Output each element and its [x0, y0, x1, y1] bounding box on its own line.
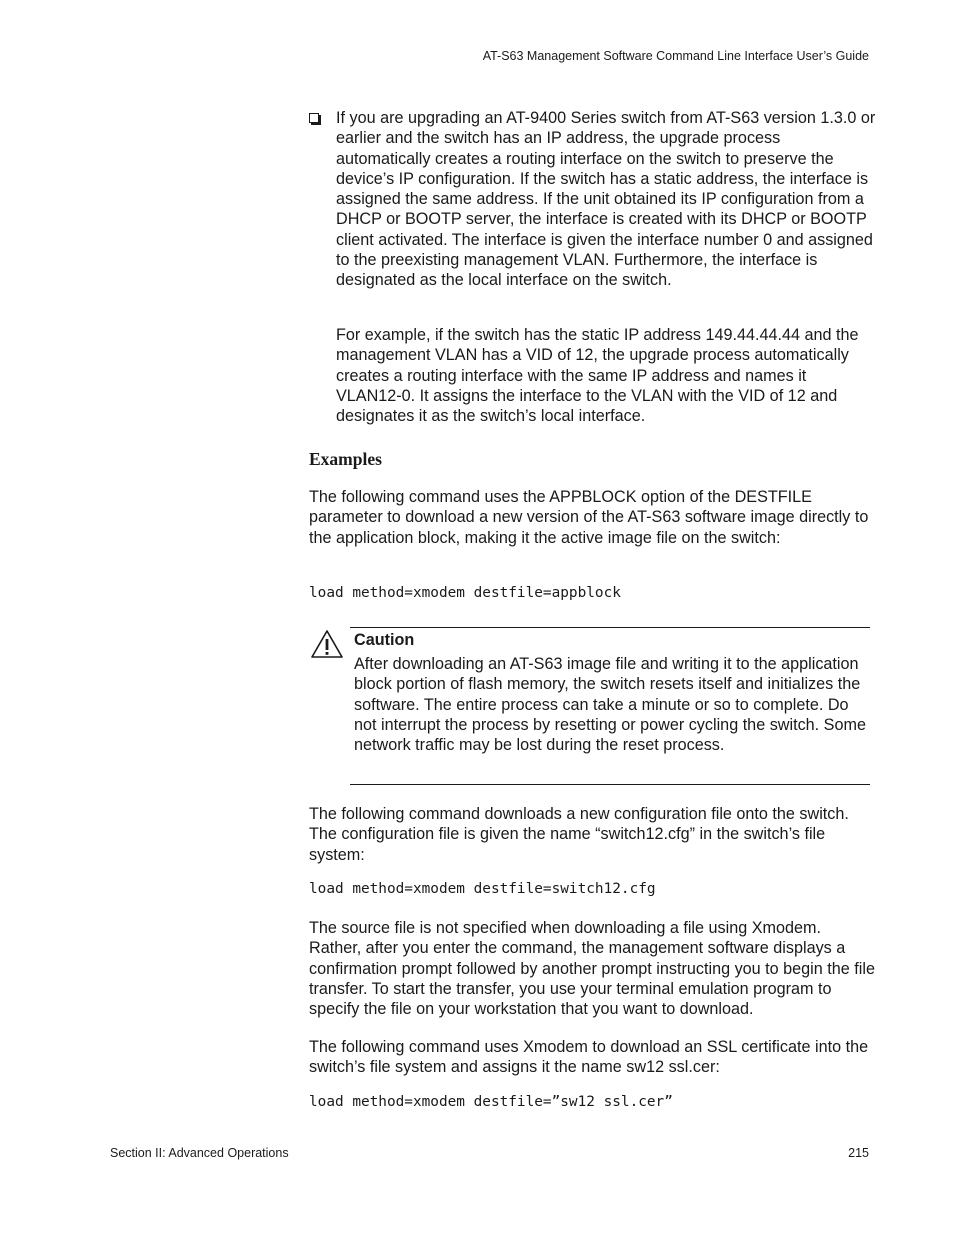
warning-triangle-icon: [310, 629, 344, 659]
code-ssl-cer: load method=xmodem destfile=”sw12 ssl.cer”: [309, 1094, 673, 1110]
config-download-paragraph: The following command downloads a new configuration file onto the switch. The configuration file is given the name “switch12.cfg” in the switch’s file system:: [309, 805, 849, 864]
code-switch12-cfg: load method=xmodem destfile=switch12.cfg: [309, 881, 656, 897]
caution-title: Caution: [354, 631, 415, 649]
checkbox-bullet-icon: [309, 113, 319, 123]
caution-top-rule: [350, 627, 870, 628]
caution-body: After downloading an AT-S63 image file and writing it to the application block portion of flash memory, the switch resets itself and initializes the software. The entire process can take a minute or so to complete. Do not interrupt the process by resetting or power cycling the switch. Some network traffic may be lost during the reset process.: [354, 655, 866, 755]
source-file-paragraph: The source file is not specified when downloading a file using Xmodem. Rather, after you enter the command, the management software displays a confirmation prompt followed by another prompt instructing you to begin the file transfer. To start the transfer, you use your terminal emulation program to specify the file on your workstation that you want to download.: [309, 919, 875, 1019]
footer-section: Section II: Advanced Operations: [110, 1146, 289, 1160]
code-appblock: load method=xmodem destfile=appblock: [309, 585, 621, 601]
ssl-certificate-paragraph: The following command uses Xmodem to download an SSL certificate into the switch’s file system and assigns it the name sw12 ssl.cer:: [309, 1038, 869, 1077]
caution-bottom-rule: [350, 784, 870, 785]
bullet-paragraph-upgrade: If you are upgrading an AT-9400 Series switch from AT-S63 version 1.3.0 or earlier and the switch has an IP address, the upgrade process automatically creates a routing interface on the switch to preserve the device’s IP configuration. If the switch has a static address, the interface is assigned the same address. If the unit obtained its IP configuration from a DHCP or BOOTP server, the interface is created with its DHCP or BOOTP client activated. The interface is given the interface number 0 and assigned to the preexisting management VLAN. Furthermore, the interface is designated as the local interface on the switch.: [336, 109, 876, 290]
page-number: 215: [848, 1146, 869, 1160]
bullet-paragraph-example: For example, if the switch has the static IP address 149.44.44.44 and the management VLAN has a VID of 12, the upgrade process automatically creates a routing interface with the same IP address and names it VLAN12-0. It assigns the interface to the VLAN with the VID of 12 and designates it as the switch’s local interface.: [336, 326, 859, 426]
examples-heading: Examples: [309, 449, 382, 469]
examples-intro-paragraph: The following command uses the APPBLOCK option of the DESTFILE parameter to download a new version of the AT-S63 software image directly to the application block, making it the active image file on the switch:: [309, 488, 869, 547]
running-header: AT-S63 Management Software Command Line Interface User’s Guide: [482, 49, 869, 63]
